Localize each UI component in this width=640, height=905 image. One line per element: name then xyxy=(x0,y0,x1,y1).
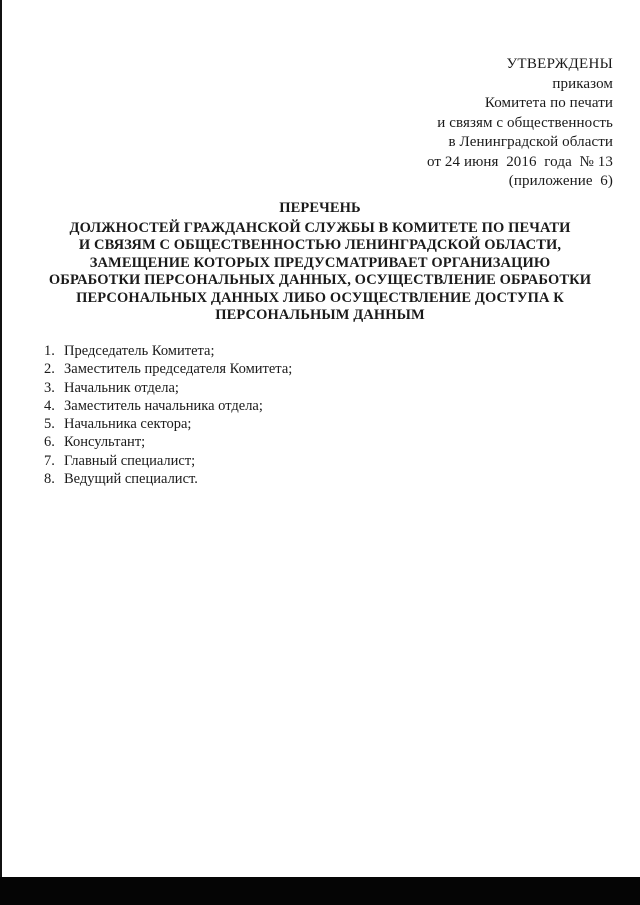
approval-stamp-block xyxy=(427,55,613,192)
list-item-number: 5. xyxy=(44,416,55,433)
approval-line-appendix: (приложение 6) xyxy=(508,173,613,189)
title-line-4: ОБРАБОТКИ ПЕРСОНАЛЬНЫХ ДАННЫХ, ОСУЩЕСТВЛЕНИЕ ОБРАБОТКИ xyxy=(48,272,592,288)
list-item-text: Председатель Комитета; xyxy=(64,343,215,359)
list-item xyxy=(44,433,292,451)
title-line-3: ЗАМЕЩЕНИЕ КОТОРЫХ ПРЕДУСМАТРИВАЕТ ОРГАНИЗАЦИЮ xyxy=(89,254,551,271)
title-line-2: И СВЯЗЯМ С ОБЩЕСТВЕННОСТЬЮ ЛЕНИНГРАДСКОЙ ОБЛАСТИ, xyxy=(78,237,562,253)
approval-line-region: в Ленинградской области xyxy=(448,134,613,150)
list-item-text: Консультант; xyxy=(64,434,146,451)
title-heading: ПЕРЕЧЕНЬ xyxy=(279,200,361,216)
approval-line-committee: Комитета по печати xyxy=(484,95,613,111)
approval-line-order: приказом xyxy=(552,75,613,92)
title-line-5: ПЕРСОНАЛЬНЫХ ДАННЫХ ЛИБО ОСУЩЕСТВЛЕНИЕ ДОСТУПА К xyxy=(76,289,564,306)
list-item xyxy=(44,415,292,433)
list-item-text: Начальника сектора; xyxy=(64,416,192,433)
approval-line-date: от 24 июня 2016 года № 13 xyxy=(426,153,613,170)
list-item-number: 3. xyxy=(44,379,55,396)
positions-list xyxy=(44,342,292,488)
list-item-text: Заместитель председателя Комитета; xyxy=(64,361,293,378)
list-item-text: Ведущий специалист. xyxy=(64,471,198,488)
approval-heading: УТВЕРЖДЕНЫ xyxy=(506,56,613,72)
scan-edge-left xyxy=(0,0,2,905)
list-item-number: 1. xyxy=(44,343,55,359)
list-item xyxy=(44,342,292,360)
list-item-text: Заместитель начальника отдела; xyxy=(64,397,263,414)
list-item-number: 8. xyxy=(44,471,55,488)
list-item-number: 7. xyxy=(44,452,55,469)
title-line-6: ПЕРСОНАЛЬНЫМ ДАННЫМ xyxy=(215,307,425,323)
list-item-number: 4. xyxy=(44,397,55,414)
list-item-number: 6. xyxy=(44,434,55,451)
list-item-number: 2. xyxy=(44,361,55,378)
document-title xyxy=(40,200,600,325)
title-line-1: ДОЛЖНОСТЕЙ ГРАЖДАНСКОЙ СЛУЖБЫ В КОМИТЕТЕ ПО ПЕЧАТИ xyxy=(69,219,571,236)
list-item xyxy=(44,397,292,415)
scan-edge-bottom xyxy=(0,877,640,905)
list-item xyxy=(44,470,292,488)
list-item xyxy=(44,452,292,470)
list-item-text: Главный специалист; xyxy=(64,452,196,469)
list-item-text: Начальник отдела; xyxy=(64,379,179,396)
list-item xyxy=(44,360,292,378)
approval-line-relations: и связям с общественность xyxy=(437,114,613,131)
list-item xyxy=(44,379,292,397)
